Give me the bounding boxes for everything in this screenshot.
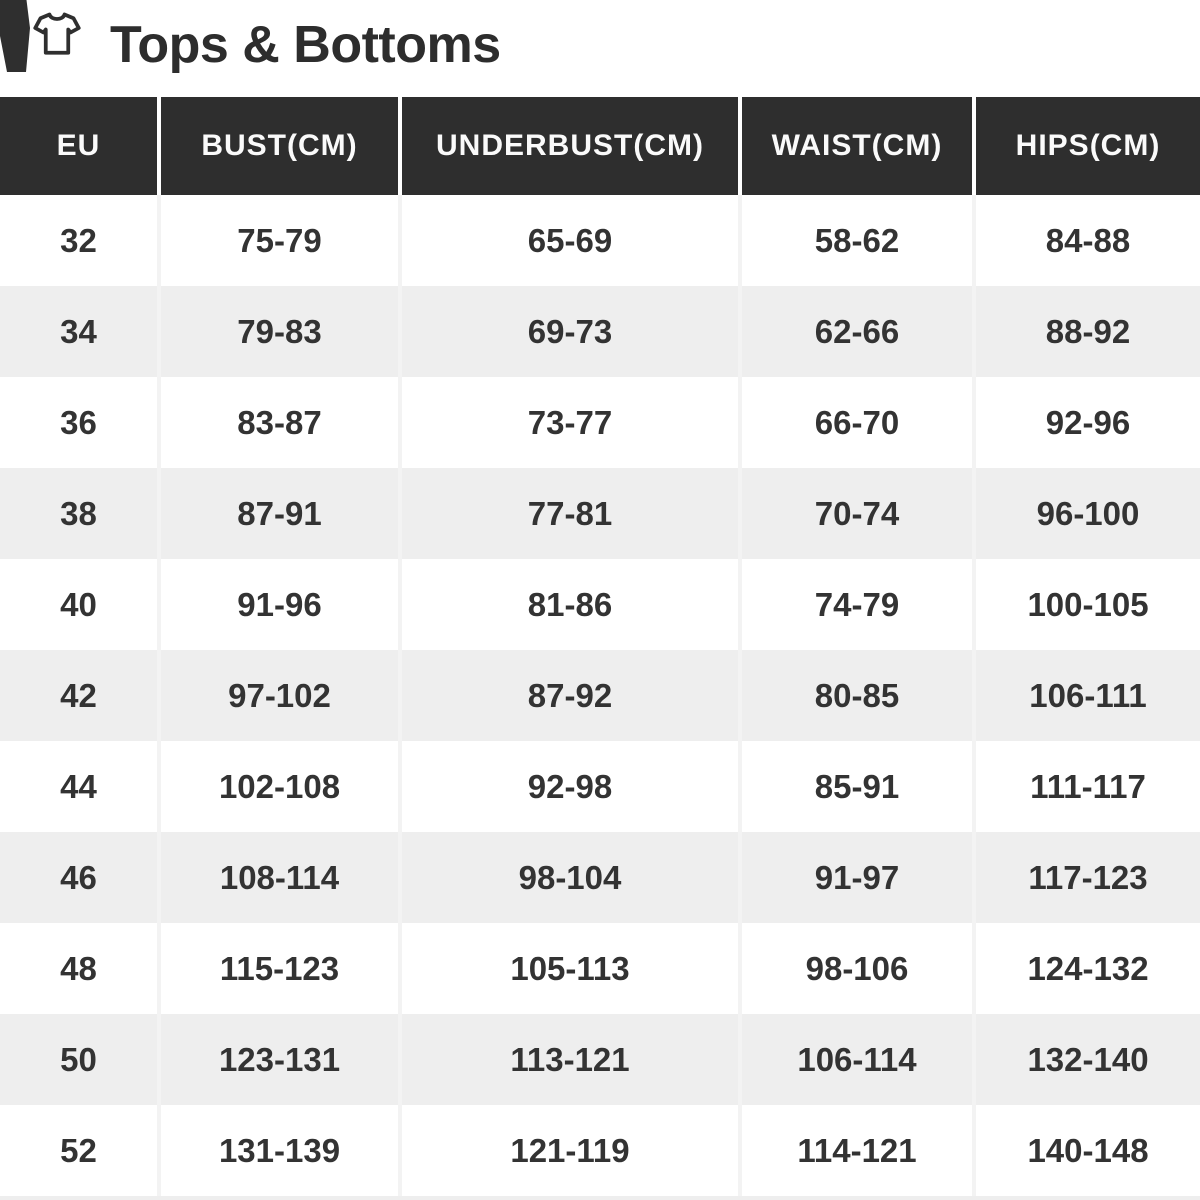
column-header-waist: WAIST(CM) (738, 97, 972, 195)
measurement-cell: 80-85 (738, 650, 972, 741)
measurement-cell: 85-91 (738, 741, 972, 832)
table-row (0, 832, 1200, 923)
tshirt-icon (33, 10, 81, 63)
measurement-cell: 123-131 (157, 1014, 398, 1105)
size-cell: 40 (0, 559, 157, 650)
size-cell: 38 (0, 468, 157, 559)
size-cell: 48 (0, 923, 157, 1014)
measurement-cell: 92-96 (972, 377, 1200, 468)
column-header-eu: EU (0, 97, 157, 195)
measurement-cell: 100-105 (972, 559, 1200, 650)
measurement-cell: 87-92 (398, 650, 738, 741)
table-row (0, 1105, 1200, 1196)
table-row (0, 195, 1200, 286)
measurement-cell: 121-119 (398, 1105, 738, 1196)
measurement-cell: 79-83 (157, 286, 398, 377)
size-cell: 36 (0, 377, 157, 468)
measurement-cell: 92-98 (398, 741, 738, 832)
measurement-cell: 74-79 (738, 559, 972, 650)
measurement-cell: 75-79 (157, 195, 398, 286)
measurement-cell: 97-102 (157, 650, 398, 741)
measurement-cell: 65-69 (398, 195, 738, 286)
measurement-cell: 108-114 (157, 832, 398, 923)
measurement-cell: 132-140 (972, 1014, 1200, 1105)
table-row (0, 377, 1200, 468)
measurement-cell: 106-111 (972, 650, 1200, 741)
column-header-bust: BUST(CM) (157, 97, 398, 195)
page-title: Tops & Bottoms (110, 16, 501, 75)
table-row (0, 1014, 1200, 1105)
measurement-cell: 114-121 (738, 1105, 972, 1196)
measurement-cell: 98-104 (398, 832, 738, 923)
table-row (0, 559, 1200, 650)
measurement-cell: 96-100 (972, 468, 1200, 559)
measurement-cell: 106-114 (738, 1014, 972, 1105)
measurement-cell: 88-92 (972, 286, 1200, 377)
chart-title-bar (0, 0, 1200, 97)
table-row (0, 468, 1200, 559)
measurement-cell: 69-73 (398, 286, 738, 377)
measurement-cell: 105-113 (398, 923, 738, 1014)
size-cell: 50 (0, 1014, 157, 1105)
size-cell: 34 (0, 286, 157, 377)
table-row (0, 286, 1200, 377)
measurement-cell: 91-97 (738, 832, 972, 923)
size-cell: 46 (0, 832, 157, 923)
measurement-cell: 91-96 (157, 559, 398, 650)
table-header-row (0, 97, 1200, 195)
size-chart-table (0, 97, 1200, 1196)
measurement-cell: 87-91 (157, 468, 398, 559)
measurement-cell: 113-121 (398, 1014, 738, 1105)
measurement-cell: 84-88 (972, 195, 1200, 286)
size-cell: 42 (0, 650, 157, 741)
measurement-cell: 58-62 (738, 195, 972, 286)
measurement-cell: 102-108 (157, 741, 398, 832)
measurement-cell: 66-70 (738, 377, 972, 468)
table-row (0, 923, 1200, 1014)
measurement-cell: 62-66 (738, 286, 972, 377)
measurement-cell: 77-81 (398, 468, 738, 559)
measurement-cell: 111-117 (972, 741, 1200, 832)
measurement-cell: 117-123 (972, 832, 1200, 923)
measurement-cell: 140-148 (972, 1105, 1200, 1196)
column-header-underbust: UNDERBUST(CM) (398, 97, 738, 195)
measurement-cell: 98-106 (738, 923, 972, 1014)
measurement-cell: 73-77 (398, 377, 738, 468)
table-body (0, 195, 1200, 1196)
size-cell: 44 (0, 741, 157, 832)
table-row (0, 741, 1200, 832)
measurement-cell: 115-123 (157, 923, 398, 1014)
measurement-cell: 131-139 (157, 1105, 398, 1196)
measurement-cell: 70-74 (738, 468, 972, 559)
size-cell: 32 (0, 195, 157, 286)
measurement-cell: 81-86 (398, 559, 738, 650)
table-row (0, 650, 1200, 741)
measurement-cell: 124-132 (972, 923, 1200, 1014)
pants-icon (0, 0, 32, 77)
column-header-hips: HIPS(CM) (972, 97, 1200, 195)
size-cell: 52 (0, 1105, 157, 1196)
measurement-cell: 83-87 (157, 377, 398, 468)
next-row-sliver (0, 1196, 1200, 1200)
